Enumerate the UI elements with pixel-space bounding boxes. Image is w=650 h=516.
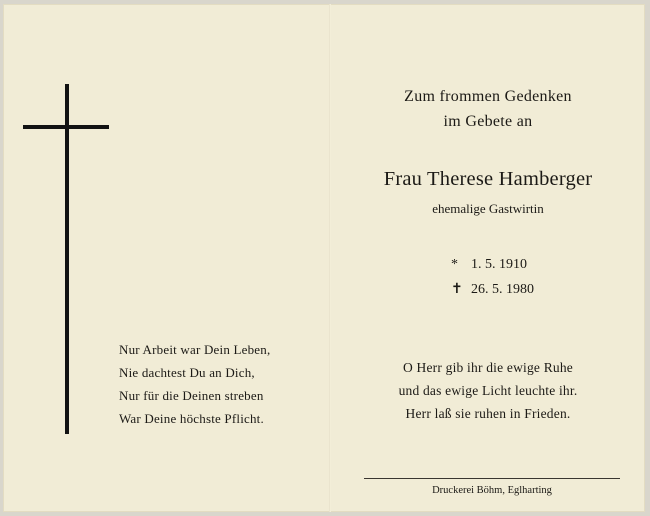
death-cross-icon: ✝: [451, 282, 463, 297]
death-date: 26. 5. 1980: [471, 282, 534, 297]
poem-line: Nie dachtest Du an Dich,: [119, 365, 255, 380]
death-date-row: [451, 277, 534, 302]
footer-divider: [364, 478, 620, 479]
memorial-card: [3, 4, 645, 512]
prayer: [343, 356, 633, 425]
poem-line: War Deine höchste Pflicht.: [119, 411, 264, 426]
card-fold-line: [329, 4, 331, 512]
poem-line: Nur Arbeit war Dein Leben,: [119, 342, 271, 357]
life-dates: [451, 252, 534, 302]
printer-credit: Druckerei Böhm, Eglharting: [432, 485, 552, 496]
prayer-line: O Herr gib ihr die ewige Ruhe: [402, 360, 573, 375]
birth-date-row: [451, 252, 534, 277]
birth-date: 1. 5. 1910: [471, 257, 527, 272]
prayer-line: Herr laß sie ruhen in Frieden.: [405, 406, 571, 421]
deceased-occupation: ehemalige Gastwirtin: [432, 201, 544, 216]
memorial-poem: [119, 338, 319, 430]
dedication-line: Zum frommen Gedenken: [404, 88, 572, 105]
cross-horizontal-bar: [23, 125, 109, 129]
deceased-name: Frau Therese Hamberger: [383, 168, 593, 190]
prayer-line: und das ewige Licht leuchte ihr.: [398, 383, 578, 398]
poem-line: Nur für die Deinen streben: [119, 388, 264, 403]
cross-vertical-bar: [65, 84, 69, 434]
birth-star-icon: *: [451, 257, 458, 272]
dedication-line: im Gebete an: [443, 113, 533, 130]
dedication: [343, 84, 633, 134]
